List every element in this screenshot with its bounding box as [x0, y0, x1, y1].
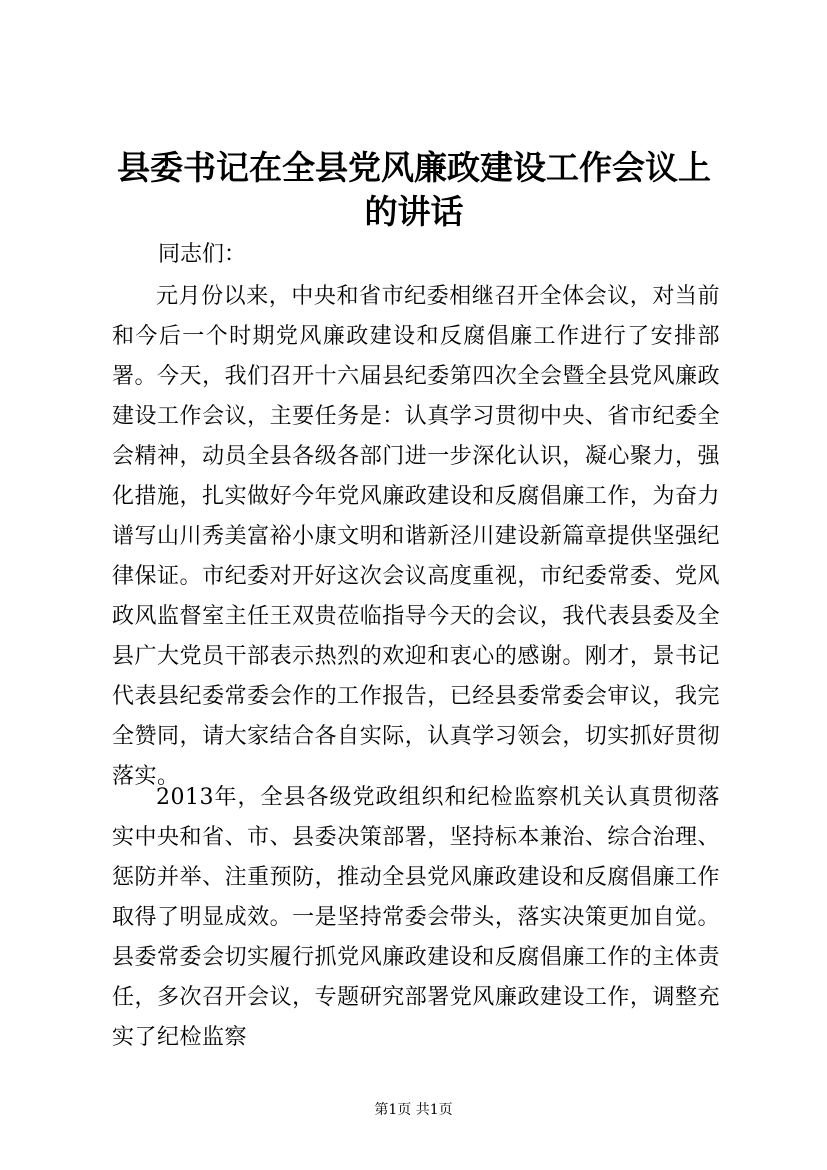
page-footer: 第1页 共1页: [374, 1102, 453, 1118]
paragraph-2: 2013年，全县各级党政组织和纪检监察机关认真贯彻落实中央和省、市、县委决策部署，坚持标本兼治、综合治理、惩防并举、注重预防，推动全县党风廉政建设和反腐倡廉工作取得了明显成效。一是坚持常委会带头，落实决策更加自觉。县委常委会切实履行抓党风廉政建设和反腐倡廉工作的主体责任，多次召开会议，专题研究部署党风廉政建设工作，调整充实了纪检监察: [112, 785, 720, 1050]
document-title: 县委书记在全县党风廉政建设工作会议上的讲话: [117, 148, 711, 231]
paragraph-1: 元月份以来，中央和省市纪委相继召开全体会议，对当前和今后一个时期党风廉政建设和反腐倡廉工作进行了安排部署。今天，我们召开十六届县纪委第四次全会暨全县党风廉政建设工作会议，主要任务是：认真学习贯彻中央、省市纪委全会精神，动员全县各级各部门进一步深化认识，凝心聚力，强化措施，扎实做好今年党风廉政建设和反腐倡廉工作，为奋力谱写山川秀美富裕小康文明和谐新泾川建设新篇章提供坚强纪律保证。市纪委对开好这次会议高度重视，市纪委常委、党风政风监督室主任王双贵莅临指导今天的会议，我代表县委及全县广大党员干部表示热烈的欢迎和衷心的感谢。刚才，景书记代表县纪委常委会作的工作报告，已经县委常委会审议，我完全赞同，请大家结合各自实际，认真学习领会，切实抓好贯彻落实。: [112, 284, 720, 789]
salutation: 同志们：: [158, 242, 247, 267]
